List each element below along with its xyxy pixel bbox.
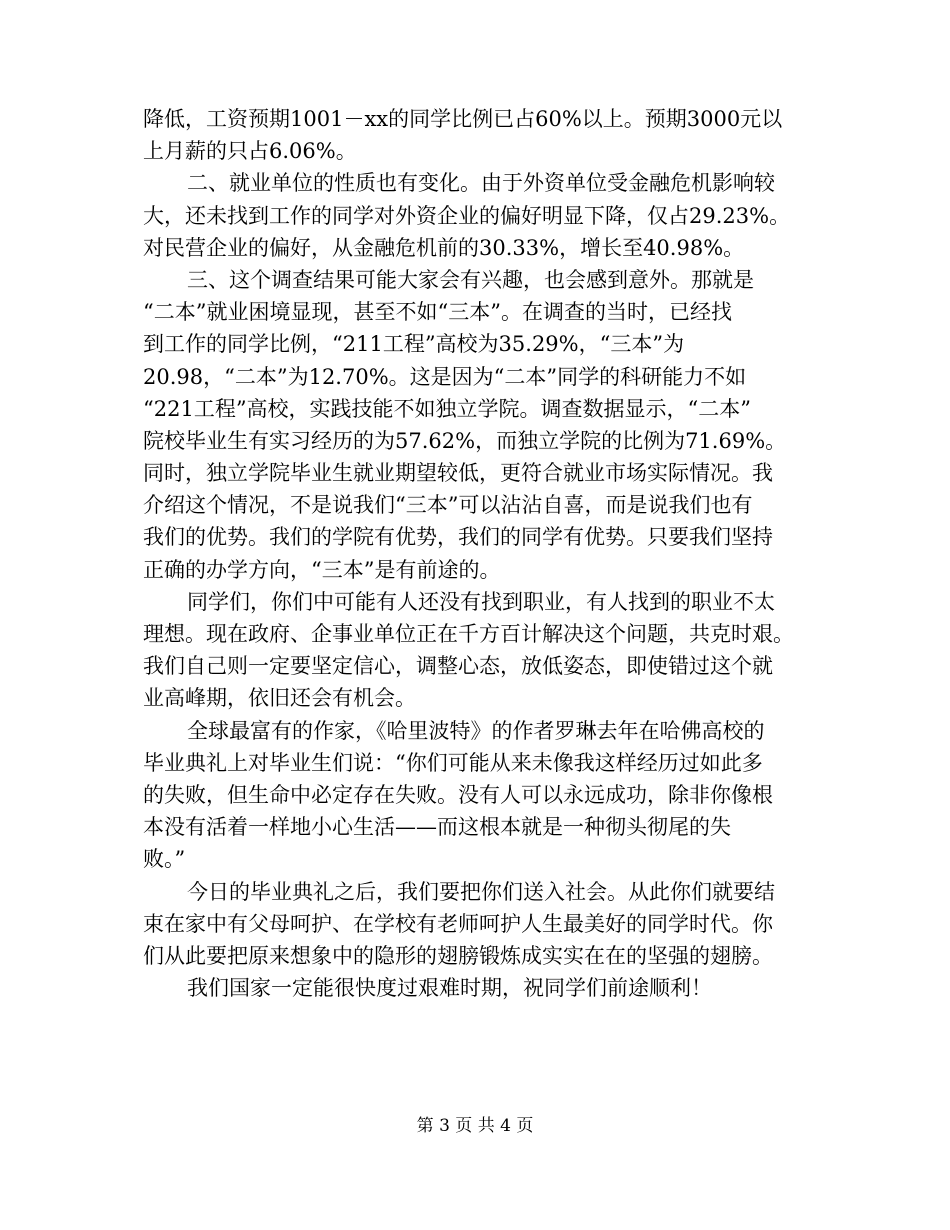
text-line: “221工程”高校，实践技能不如独立学院。调查数据显示，“二本” [143,396,752,421]
paragraph [143,103,811,167]
text-line: 全球最富有的作家，《哈里波特》的作者罗琳去年在哈佛高校的 [187,718,765,743]
text-line: 同学们，你们中可能有人还没有找到职业，有人找到的职业不太 [187,589,775,614]
paragraph [143,715,811,876]
text-line: 二、就业单位的性质也有变化。由于外资单位受金融危机影响较 [187,171,775,196]
text-line: “二本”就业困境显现，甚至不如“三本”。在调查的当时，已经找 [143,300,732,325]
text-line: 降低，工资预期1001－xx的同学比例已占60%以上。预期3000元以 [143,107,783,131]
text-line: 对民营企业的偏好，从金融危机前的30.33%，增长至40.98%。 [143,235,745,260]
page-footer: 第 3 页 共 4 页 [416,1116,534,1136]
text-line: 大，还未找到工作的同学对外资企业的偏好明显下降，仅占29.23%。 [143,203,791,228]
text-line: 三、这个调查结果可能大家会有兴趣，也会感到意外。那就是 [187,267,754,292]
text-line: 业高峰期，依旧还会有机会。 [143,686,416,711]
paragraph [143,167,811,264]
text-line: 院校毕业生有实习经历的为57.62%，而独立学院的比例为71.69%。 [143,428,787,453]
text-line: 今日的毕业典礼之后，我们要把你们送入社会。从此你们就要结 [187,879,775,904]
text-line: 到工作的同学比例，“211工程”高校为35.29%，“三本”为 [143,332,685,357]
text-line: 我们国家一定能很快度过艰难时期，祝同学们前途顺利！ [187,976,712,1001]
document-body [143,103,811,1004]
text-line: 20.98，“二本”为12.70%。这是因为“二本”同学的科研能力不如 [143,364,747,389]
text-line: 理想。现在政府、企事业单位正在千方百计解决这个问题，共克时艰。 [143,622,794,646]
paragraph [143,586,811,715]
text-line: 们从此要把原来想象中的隐形的翅膀锻炼成实实在在的坚强的翅膀。 [143,943,773,968]
text-line: 上月薪的只占6.06%。 [143,139,357,164]
text-line: 正确的办学方向，“三本”是有前途的。 [143,557,501,582]
text-line: 束在家中有父母呵护、在学校有老师呵护人生最美好的同学时代。你 [143,911,773,936]
paragraph [143,972,811,1004]
text-line: 的失败，但生命中必定存在失败。没有人可以永远成功，除非你像根 [143,782,773,807]
text-line: 介绍这个情况，不是说我们“三本”可以沾沾自喜，而是说我们也有 [143,493,753,518]
text-line: 同时，独立学院毕业生就业期望较低，更符合就业市场实际情况。我 [143,461,773,486]
text-line: 我们自己则一定要坚定信心，调整心态，放低姿态，即使错过这个就 [143,654,773,679]
text-line: 本没有活着一样地小心生活——而这根本就是一种彻头彻尾的失 [143,815,731,840]
paragraph [143,264,811,586]
text-line: 毕业典礼上对毕业生们说：“你们可能从来未像我这样经历过如此多 [143,750,763,775]
text-line: 败。” [143,847,186,872]
text-line: 我们的优势。我们的学院有优势，我们的同学有优势。只要我们坚持 [143,525,773,550]
paragraph [143,876,811,973]
